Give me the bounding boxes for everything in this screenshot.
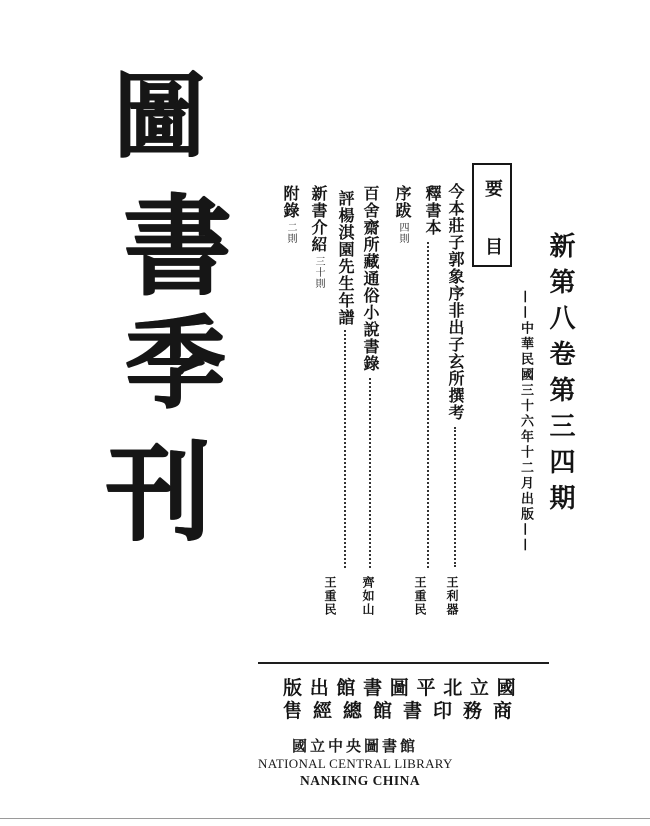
title-char: 季 bbox=[125, 304, 225, 422]
toc-entry-title: 新書介紹 bbox=[309, 185, 328, 253]
toc-entry-note: 三十則 bbox=[313, 256, 324, 289]
publisher-line: 國立北平圖書館出版 bbox=[283, 677, 524, 699]
issue-number: 新第八卷第三四期 bbox=[545, 232, 575, 520]
distributor-line: 商務印書館總經售 bbox=[283, 700, 524, 722]
toc-entry-title: 評楊淇園先生年譜 bbox=[336, 190, 355, 326]
dot-leader bbox=[344, 330, 346, 568]
toc-entry-note: 二則 bbox=[285, 222, 296, 244]
toc-entry-title: 序跋 bbox=[393, 185, 412, 219]
stamp-name-zh: 國立中央圖書館 bbox=[292, 737, 419, 755]
stamp-name-en: NATIONAL CENTRAL LIBRARY bbox=[258, 756, 453, 771]
dot-leader bbox=[369, 378, 371, 568]
contents-heading: 要目 bbox=[482, 179, 503, 295]
toc-entry-title: 百舍齋所藏通俗小說書錄 bbox=[361, 185, 380, 372]
page-edge-line bbox=[0, 818, 650, 819]
stamp-place: NANKING CHINA bbox=[300, 773, 421, 788]
dot-leader bbox=[454, 427, 456, 567]
toc-entry-title: 今本莊子郭象序非出子玄所撰考 bbox=[446, 183, 465, 421]
toc-entry-author: 王利器 bbox=[445, 576, 459, 617]
toc-entry-author: 齊如山 bbox=[361, 576, 375, 617]
toc-entry-author: 王重民 bbox=[323, 576, 337, 617]
title-char: 刊 bbox=[105, 430, 211, 555]
publication-date: ——中華民國三十六年十二月出版—— bbox=[518, 290, 533, 554]
divider bbox=[258, 662, 549, 664]
toc-entry-title: 附錄 bbox=[281, 185, 300, 219]
toc-entry-title: 釋書本 bbox=[423, 185, 442, 236]
toc-entry-author: 王重民 bbox=[413, 576, 427, 617]
dot-leader bbox=[427, 242, 429, 568]
contents-heading-box bbox=[472, 163, 512, 295]
toc-entry-note: 四則 bbox=[397, 222, 408, 244]
title-char: 書 bbox=[123, 184, 232, 310]
title-char: 圖 bbox=[113, 62, 206, 170]
